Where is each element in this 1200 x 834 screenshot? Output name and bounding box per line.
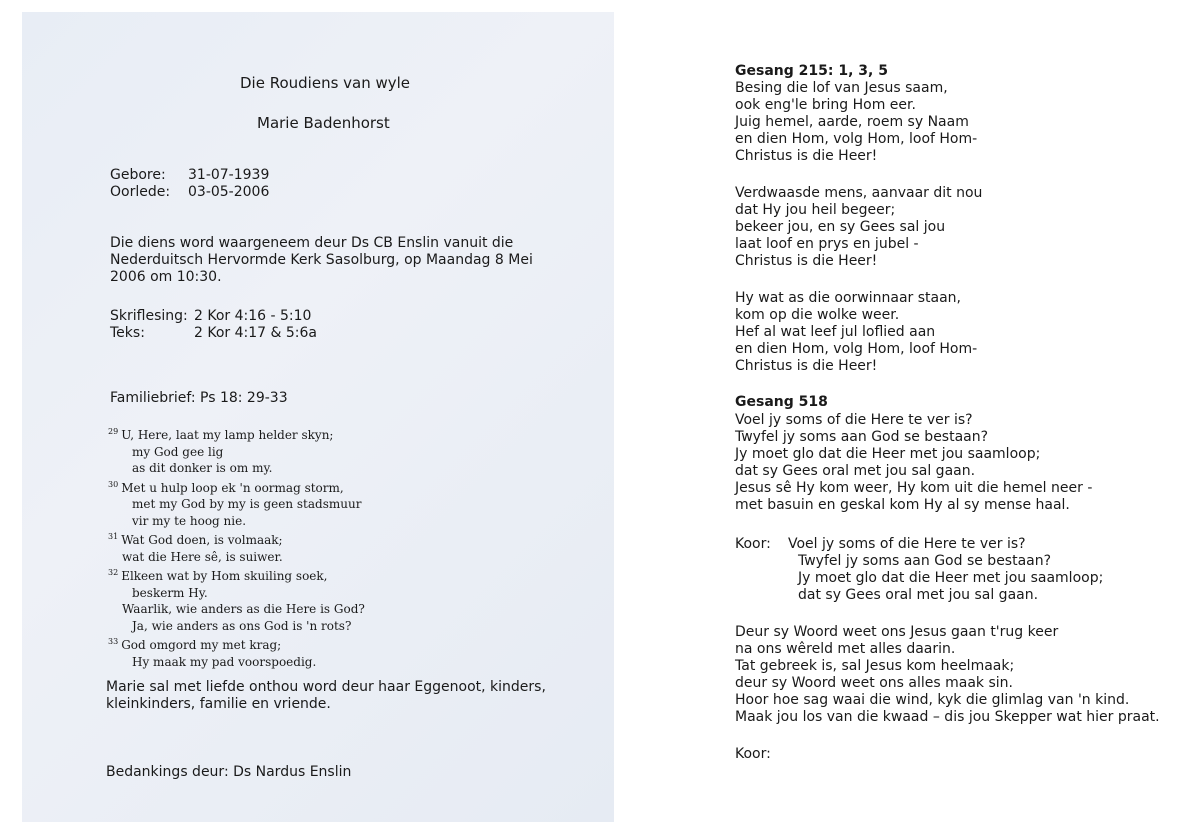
verse-line: ook eng'le bring Hom eer. [735, 97, 916, 113]
hymn2-title: Gesang 518 [735, 394, 828, 410]
verse-line: Hoor hoe sag waai die wind, kyk die glimlag van 'n kind. [735, 692, 1130, 708]
hymn2-verse1 [735, 412, 1092, 514]
psalm-line: Waarlik, wie anders as die Here is God? [122, 602, 365, 616]
psalm-line: beskerm Hy. [132, 585, 208, 600]
verse-line: dat sy Gees oral met jou sal gaan. [735, 463, 976, 479]
psalm-line: $^{32}$ Elkeen wat by Hom skuiling soek, [108, 568, 328, 583]
family-letter: Familiebrief: Ps 18: 29-33 [110, 390, 288, 406]
verse-line: Christus is die Heer! [735, 148, 878, 164]
service-line: Die diens word waargeneem deur Ds CB Enslin vanuit die [110, 235, 514, 251]
verse-line: Voel jy soms of die Here te ver is? [735, 412, 973, 428]
psalm-line: $^{29}$ U, Here, laat my lamp helder skyn; [108, 427, 334, 442]
reading-value: 2 Kor 4:16 - 5:10 [194, 308, 312, 324]
verse-line: Jy moet glo dat die Heer met jou saamloop; [735, 446, 1041, 462]
psalm-text [108, 424, 365, 670]
text-value: 2 Kor 4:17 & 5:6a [194, 325, 317, 341]
psalm-line: vir my te hoog nie. [132, 513, 247, 528]
died-label: Oorlede: [110, 184, 171, 200]
reading-label: Skriflesing: [110, 308, 188, 324]
right-page [640, 12, 1188, 822]
chorus-label: Koor: [735, 536, 771, 552]
verse-line: laat loof en prys en jubel - [735, 236, 919, 252]
verse-line: Maak jou los van die kwaad – dis jou Skepper wat hier praat. [735, 709, 1160, 725]
psalm-line: Hy maak my pad voorspoedig. [132, 654, 317, 669]
verse-line: en dien Hom, volg Hom, loof Hom- [735, 131, 978, 147]
verse-line: Juig hemel, aarde, roem sy Naam [735, 114, 969, 130]
hymn1-verse3 [735, 185, 982, 270]
remembrance-line: kleinkinders, familie en vriende. [106, 696, 331, 712]
service-title: Die Roudiens van wyle [240, 74, 411, 92]
verse-line: Jesus sê Hy kom weer, Hy kom uit die hemel neer - [735, 480, 1093, 496]
verse-line: Hy wat as die oorwinnaar staan, [735, 290, 961, 306]
verse-line: na ons wêreld met alles daarin. [735, 641, 956, 657]
verse-line: Besing die lof van Jesus saam, [735, 80, 948, 96]
deceased-name: Marie Badenhorst [257, 114, 390, 132]
born-date: 31-07-1939 [188, 167, 270, 183]
verse-line: kom op die wolke weer. [735, 307, 900, 323]
died-date: 03-05-2006 [188, 184, 270, 200]
verse-line: met basuin en geskal kom Hy al sy mense haal. [735, 497, 1070, 513]
verse-line: Christus is die Heer! [735, 358, 878, 374]
hymn2-verse2 [735, 624, 1160, 726]
psalm-line: $^{31}$ Wat God doen, is volmaak; [108, 532, 283, 547]
left-page [22, 12, 614, 822]
chorus-line: Voel jy soms of die Here te ver is? [788, 536, 1026, 552]
thanks-line: Bedankings deur: Ds Nardus Enslin [106, 764, 352, 780]
verse-line: Verdwaasde mens, aanvaar dit nou [735, 185, 983, 201]
born-label: Gebore: [110, 167, 166, 183]
psalm-line: met my God by my is geen stadsmuur [132, 497, 362, 511]
verse-line: Hef al wat leef jul loflied aan [735, 324, 936, 340]
verse-line: bekeer jou, en sy Gees sal jou [735, 219, 946, 235]
verse-line: Twyfel jy soms aan God se bestaan? [735, 429, 989, 445]
hymn1-title: Gesang 215: 1, 3, 5 [735, 63, 888, 79]
chorus-text [788, 536, 1103, 604]
chorus-line: Jy moet glo dat die Heer met jou saamloop; [798, 570, 1104, 586]
verse-line: dat Hy jou heil begeer; [735, 202, 896, 218]
psalm-line: $^{30}$ Met u hulp loop ek 'n oormag storm, [108, 479, 344, 495]
remembrance-note [106, 679, 546, 713]
chorus-line: dat sy Gees oral met jou sal gaan. [798, 587, 1039, 603]
service-line: Nederduitsch Hervormde Kerk Sasolburg, op Maandag 8 Mei [110, 252, 533, 268]
closing-chorus-label: Koor: [735, 746, 771, 762]
verse-line: Christus is die Heer! [735, 253, 878, 269]
chorus-line: Twyfel jy soms aan God se bestaan? [798, 553, 1052, 569]
psalm-line: as dit donker is om my. [132, 461, 273, 475]
hymn1-verse5 [735, 290, 977, 375]
verse-line: en dien Hom, volg Hom, loof Hom- [735, 341, 978, 357]
hymn1-verse1 [735, 80, 977, 165]
psalm-line: Ja, wie anders as ons God is 'n rots? [132, 618, 352, 633]
remembrance-line: Marie sal met liefde onthou word deur haar Eggenoot, kinders, [106, 679, 546, 695]
text-label: Teks: [110, 325, 145, 341]
psalm-line: wat die Here sê, is suiwer. [122, 549, 283, 564]
service-details [110, 235, 533, 286]
service-line: 2006 om 10:30. [110, 269, 222, 285]
psalm-line: my God gee lig [132, 444, 224, 459]
verse-line: Tat gebreek is, sal Jesus kom heelmaak; [735, 658, 1015, 674]
verse-line: deur sy Woord weet ons alles maak sin. [735, 675, 1013, 691]
verse-line: Deur sy Woord weet ons Jesus gaan t'rug keer [735, 624, 1059, 640]
psalm-line: $^{33}$ God omgord my met krag; [108, 637, 282, 652]
